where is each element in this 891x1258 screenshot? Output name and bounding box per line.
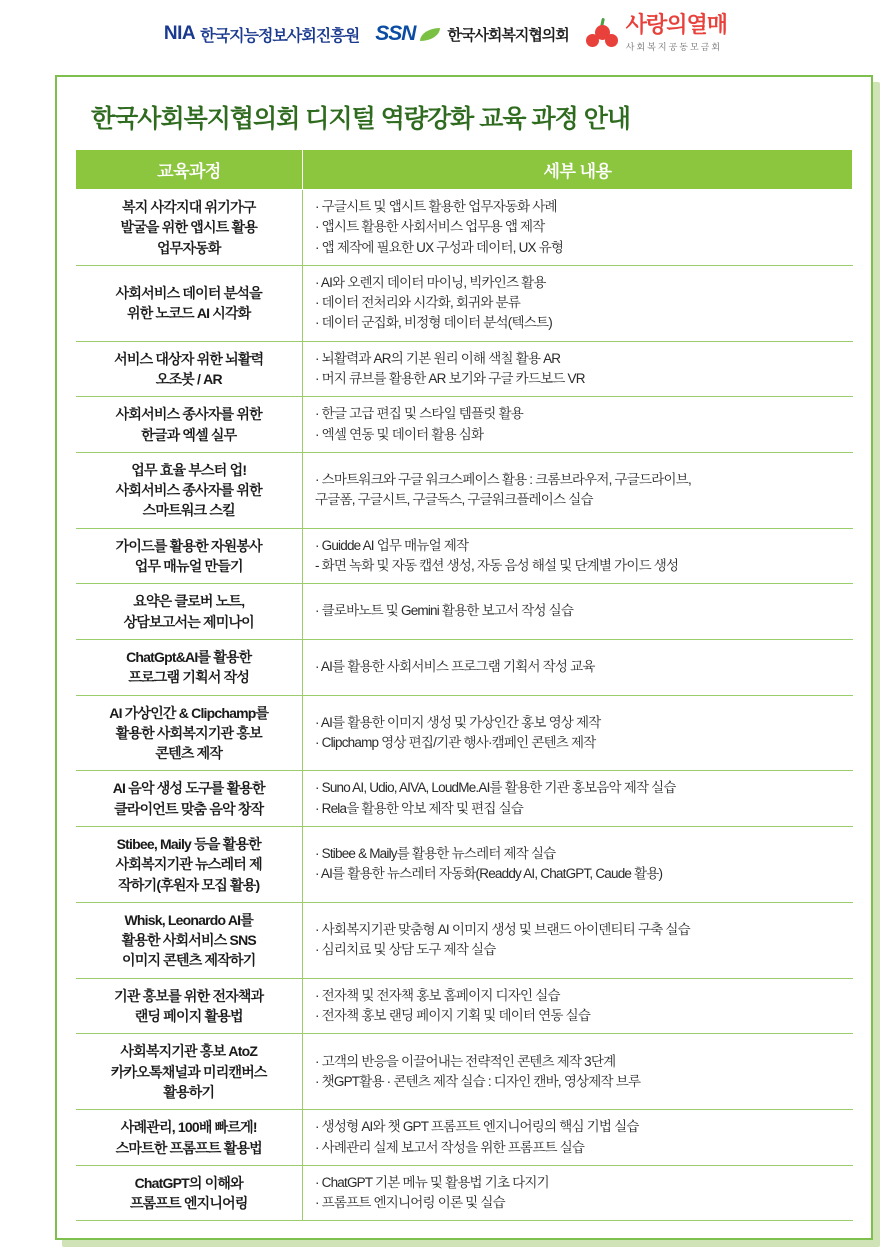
course-detail-line: · AI와 오렌지 데이터 마이닝, 빅카인즈 활용 (315, 274, 546, 290)
course-detail-cell (303, 1034, 853, 1110)
course-name-line: Stibee, Maily 등을 활용한 (116, 835, 261, 852)
nia-label: 한국지능정보사회진흥원 (200, 27, 360, 45)
course-name-line: 가이드를 활용한 자원봉사 (115, 537, 262, 554)
course-detail-line: · Clipchamp 영상 편집/기관 행사·캠페인 콘텐츠 제작 (315, 734, 596, 750)
course-detail-line: · 뇌활력과 AR의 기본 원리 이해 색칠 활용 AR (315, 350, 561, 366)
course-detail-cell (303, 771, 853, 827)
course-name-line: 기관 홍보를 위한 전자책과 (114, 987, 264, 1004)
table-row (76, 1110, 853, 1166)
course-detail-line: · Stibee & Maily를 활용한 뉴스레터 제작 실습 (315, 846, 556, 862)
course-name-line: 사례관리, 100배 빠르게! (120, 1119, 257, 1136)
course-name-line: 프로그램 기획서 작성 (128, 669, 250, 686)
course-name-line: 위한 노코드 AI 시각화 (127, 305, 251, 322)
table-row (76, 452, 853, 528)
course-detail-line: · 클로바노트 및 Gemini 활용한 보고서 작성 실습 (315, 603, 574, 619)
course-detail-line: · ChatGPT 기본 메뉴 및 활용법 기초 다지기 (315, 1174, 549, 1190)
course-name-cell (76, 265, 303, 341)
course-name-line: 활용한 사회복지기관 홍보 (115, 724, 262, 741)
table-row (76, 190, 853, 266)
course-name-line: 활용한 사회서비스 SNS (121, 932, 256, 949)
course-detail-cell (303, 584, 853, 640)
course-name-cell (76, 190, 303, 266)
course-name-line: 한글과 엑셀 실무 (141, 426, 237, 443)
table-row (76, 902, 853, 978)
leaf-icon (420, 26, 442, 42)
logo-nia (164, 23, 359, 46)
table-body (76, 190, 853, 1221)
course-detail-cell (303, 826, 853, 902)
course-name-cell (76, 902, 303, 978)
course-name-line: 카카오톡채널과 미리캔버스 (110, 1063, 267, 1080)
course-detail-line: · 심리치료 및 상담 도구 제작 실습 (315, 942, 496, 958)
table-row (76, 397, 853, 453)
course-name-line: AI 가상인간 & Clipchamp를 (109, 704, 269, 721)
course-name-line: 사회서비스 종사자를 위한 (115, 406, 262, 423)
fruit-text-wrap (625, 11, 728, 55)
table-row (76, 639, 853, 695)
course-detail-cell (303, 902, 853, 978)
course-name-cell (76, 771, 303, 827)
course-name-cell (76, 452, 303, 528)
course-name-line: 발굴을 위한 앱시트 활용 (120, 219, 257, 236)
course-detail-line: · AI를 활용한 이미지 생성 및 가상인간 홍보 영상 제작 (315, 714, 601, 730)
course-detail-cell (303, 528, 853, 584)
table-row (76, 695, 853, 771)
course-detail-line: · AI를 활용한 뉴스레터 자동화(Readdy AI, ChatGPT, Caude 활용) (315, 866, 663, 882)
course-detail-cell (303, 978, 853, 1034)
course-detail-line: · 고객의 반응을 이끌어내는 전략적인 콘텐츠 제작 3단계 (315, 1053, 616, 1069)
course-name-line: 클라이언트 맞춤 음악 창작 (114, 800, 264, 817)
logo-community-chest (585, 11, 728, 55)
course-detail-line: · 앱시트 활용한 사회서비스 업무용 앱 제작 (315, 219, 545, 235)
course-detail-line: · AI를 활용한 사회서비스 프로그램 기획서 작성 교육 (315, 659, 595, 675)
ssn-label: 한국사회복지협의회 (447, 26, 569, 44)
course-detail-line: · 사회복지기관 맞춤형 AI 이미지 생성 및 브랜드 아이덴티티 구축 실습 (315, 922, 690, 938)
column-header-course: 교육과정 (76, 150, 303, 190)
table-row (76, 528, 853, 584)
course-name-line: 사회복지기관 뉴스레터 제 (115, 856, 262, 873)
course-detail-line: · 데이터 군집화, 비정형 데이터 분석(텍스트) (315, 315, 552, 331)
course-name-line: ChatGPT의 이해와 (134, 1174, 243, 1191)
course-name-cell (76, 397, 303, 453)
course-detail-line: · 생성형 AI와 챗 GPT 프롬프트 엔지니어링의 핵심 기법 실습 (315, 1119, 639, 1135)
course-name-line: 스마트한 프롬프트 활용법 (115, 1139, 262, 1156)
course-detail-cell (303, 265, 853, 341)
course-detail-line: · Suno AI, Udio, AIVA, LoudMe.AI를 활용한 기관 홍보음악 제작 실습 (315, 780, 676, 796)
course-name-line: 복지 사각지대 위기가구 (122, 199, 256, 215)
course-detail-line: · 머지 큐브를 활용한 AR 보기와 구글 카드보드 VR (315, 370, 585, 386)
course-detail-cell (303, 341, 853, 397)
course-detail-cell (303, 190, 853, 266)
course-detail-line: · 한글 고급 편집 및 스타일 템플릿 활용 (315, 406, 523, 422)
table-row (76, 265, 853, 341)
table-row (76, 1165, 853, 1221)
course-detail-line: · 전자책 홍보 랜딩 페이지 기획 및 데이터 연동 실습 (315, 1008, 591, 1024)
course-table (75, 149, 853, 1221)
logo-ssn (375, 22, 569, 46)
course-detail-line: · 앱 제작에 필요한 UX 구성과 데이터, UX 유형 (315, 239, 564, 255)
course-name-cell (76, 1165, 303, 1221)
course-name-line: ChatGpt&AI를 활용한 (126, 648, 252, 665)
course-name-line: 상담보고서는 제미나이 (123, 613, 254, 630)
course-name-line: 서비스 대상자 위한 뇌활력 (114, 350, 264, 367)
course-name-cell (76, 978, 303, 1034)
table-row (76, 826, 853, 902)
course-name-cell (76, 584, 303, 640)
course-name-line: 이미지 콘텐츠 제작하기 (122, 952, 256, 969)
table-row (76, 1034, 853, 1110)
course-name-line: Whisk, Leonardo AI를 (124, 911, 253, 928)
course-name-line: 랜딩 페이지 활용법 (134, 1008, 243, 1025)
course-detail-line: 구글폼, 구글시트, 구글독스, 구글워크플레이스 실습 (315, 492, 593, 508)
course-detail-cell (303, 397, 853, 453)
course-detail-cell (303, 1110, 853, 1166)
course-detail-line: · 데이터 전처리와 시각화, 회귀와 분류 (315, 295, 521, 311)
course-detail-line: · Guidde AI 업무 매뉴얼 제작 (315, 537, 469, 553)
course-name-line: 활용하기 (163, 1083, 215, 1100)
course-name-line: 작하기(후원자 모집 활용) (118, 876, 260, 893)
course-name-line: AI 음악 생성 도구를 활용한 (112, 780, 265, 797)
page-title: 한국사회복지협의회 디지털 역량강화 교육 과정 안내 (91, 105, 631, 133)
course-name-cell (76, 1110, 303, 1166)
fruit-label-sub: 사회복지공동모금회 (625, 41, 723, 52)
course-detail-line: · 챗GPT활용 · 콘텐츠 제작 실습 : 디자인 캔바, 영상제작 브루 (315, 1073, 641, 1089)
course-detail-line: · 구글시트 및 앱시트 활용한 업무자동화 사례 (315, 199, 557, 215)
fruit-berries-icon (585, 17, 621, 51)
course-name-line: 업무 효율 부스터 업! (131, 461, 247, 478)
column-header-detail: 세부 내용 (303, 150, 853, 190)
course-detail-line: · 스마트워크와 구글 워크스페이스 활용 : 크롬브라우저, 구글드라이브, (315, 472, 691, 488)
course-detail-line: · 사례관리 실제 보고서 작성을 위한 프롬프트 실습 (315, 1139, 585, 1155)
document-frame (55, 75, 873, 1240)
course-detail-cell (303, 639, 853, 695)
fruit-label-main: 사랑의열매 (625, 11, 728, 37)
table-row (76, 584, 853, 640)
course-name-cell (76, 528, 303, 584)
course-name-line: 오조봇 / AR (155, 370, 222, 387)
course-name-cell (76, 695, 303, 771)
course-name-line: 사회서비스 데이터 분석을 (115, 284, 262, 301)
course-detail-line: · 엑셀 연동 및 데이터 활용 심화 (315, 426, 484, 442)
course-detail-line: · 프롬프트 엔지니어링 이론 및 실습 (315, 1195, 505, 1211)
course-name-cell (76, 826, 303, 902)
course-detail-cell (303, 695, 853, 771)
course-name-cell (76, 639, 303, 695)
course-name-line: 스마트워크 스킬 (142, 502, 235, 519)
table-row (76, 341, 853, 397)
course-name-line: 업무자동화 (156, 239, 221, 256)
logo-bar (0, 0, 891, 60)
course-name-line: 요약은 클로버 노트, (133, 593, 245, 610)
course-detail-line: - 화면 녹화 및 자동 캡션 생성, 자동 음성 해설 및 단계별 가이드 생성 (315, 558, 679, 574)
course-detail-cell (303, 1165, 853, 1221)
table-row (76, 771, 853, 827)
course-name-cell (76, 341, 303, 397)
ssn-mark: SSN (375, 22, 416, 45)
nia-mark: NIA (163, 23, 196, 44)
table-header-row (76, 150, 853, 190)
course-name-cell (76, 1034, 303, 1110)
course-detail-line: · 전자책 및 전자책 홍보 홈페이지 디자인 실습 (315, 987, 560, 1003)
table-row (76, 978, 853, 1034)
course-detail-cell (303, 452, 853, 528)
course-name-line: 콘텐츠 제작 (155, 745, 223, 762)
course-name-line: 사회서비스 종사자를 위한 (115, 482, 262, 499)
course-name-line: 프롬프트 엔지니어링 (129, 1195, 248, 1212)
course-name-line: 업무 매뉴얼 만들기 (134, 558, 243, 575)
course-detail-line: · Rela을 활용한 악보 제작 및 편집 실습 (315, 800, 524, 816)
course-name-line: 사회복지기관 홍보 AtoZ (120, 1043, 258, 1060)
